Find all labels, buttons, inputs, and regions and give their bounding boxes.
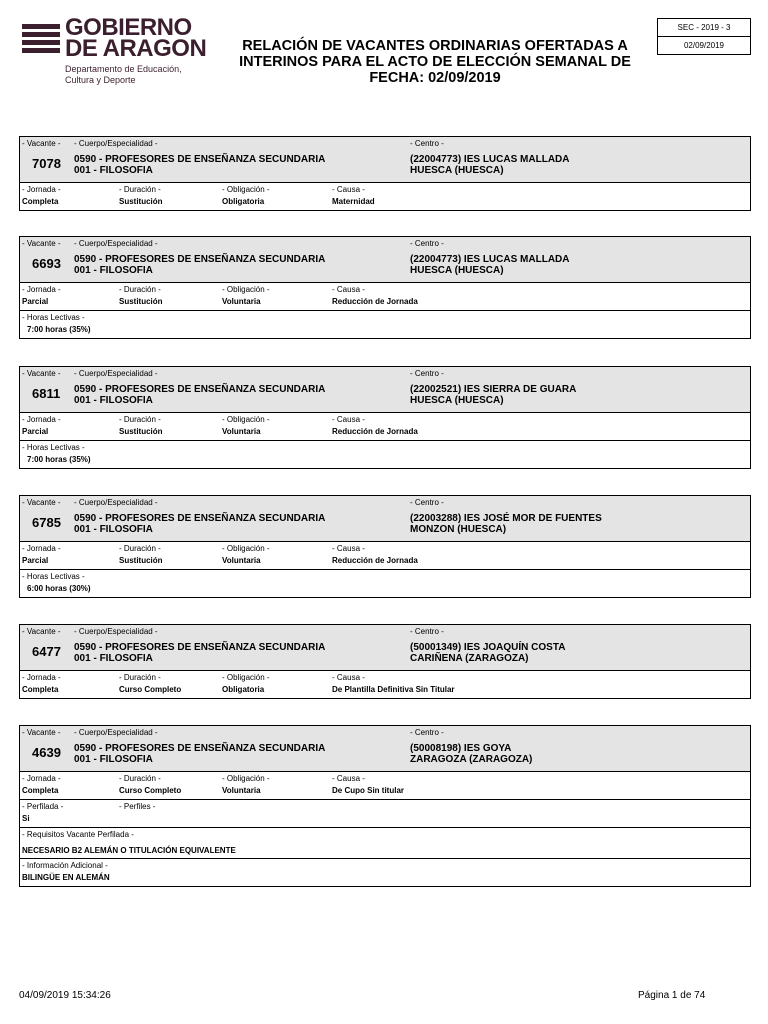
causa-label: - Causa - bbox=[332, 185, 365, 194]
centro-line: (22004773) IES LUCAS MALLADA bbox=[410, 154, 570, 165]
causa-label: - Causa - bbox=[332, 415, 365, 424]
centro-label: - Centro - bbox=[410, 498, 444, 507]
jornada-value: Completa bbox=[22, 685, 59, 694]
logo-sub-2: Cultura y Deporte bbox=[65, 75, 136, 85]
footer-page-number: Página 1 de 74 bbox=[638, 990, 706, 1001]
localidad-line: HUESCA (HUESCA) bbox=[410, 265, 504, 276]
cuerpo-label: - Cuerpo/Especialidad - bbox=[74, 728, 158, 737]
requisitos-value: NECESARIO B2 ALEMÁN O TITULACIÓN EQUIVALENTE bbox=[22, 846, 236, 855]
vacancy-header bbox=[20, 625, 750, 671]
especialidad-line: 001 - FILOSOFIA bbox=[74, 265, 153, 276]
logo-line-1: GOBIERNO bbox=[65, 14, 192, 41]
vacancy-number: 6785 bbox=[32, 515, 61, 530]
duracion-label: - Duración - bbox=[119, 673, 161, 682]
cuerpo-especialidad bbox=[74, 743, 325, 765]
vacancy-number: 6811 bbox=[32, 386, 61, 401]
obligacion-label: - Obligación - bbox=[222, 774, 270, 783]
cuerpo-line: 0590 - PROFESORES DE ENSEÑANZA SECUNDARIA bbox=[74, 642, 326, 653]
vacancy-card bbox=[19, 236, 751, 339]
jornada-label: - Jornada - bbox=[22, 415, 61, 424]
jornada-value: Completa bbox=[22, 786, 59, 795]
jornada-value: Parcial bbox=[22, 556, 49, 565]
info-row bbox=[20, 859, 750, 886]
horas-label: - Horas Lectivas - bbox=[22, 313, 85, 322]
vacancy-number: 7078 bbox=[32, 156, 61, 171]
vacancy-header bbox=[20, 496, 750, 542]
jornada-row bbox=[20, 283, 750, 311]
causa-value: De Plantilla Definitiva Sin Titular bbox=[332, 685, 455, 694]
cuerpo-label: - Cuerpo/Especialidad - bbox=[74, 627, 158, 636]
horas-value: 6:00 horas (30%) bbox=[27, 584, 91, 593]
vacancy-number: 4639 bbox=[32, 745, 61, 760]
causa-value: Reducción de Jornada bbox=[332, 297, 418, 306]
jornada-label: - Jornada - bbox=[22, 544, 61, 553]
localidad-line: ZARAGOZA (ZARAGOZA) bbox=[410, 754, 533, 765]
localidad-line: HUESCA (HUESCA) bbox=[410, 395, 504, 406]
obligacion-value: Voluntaria bbox=[222, 786, 261, 795]
requisitos-label: - Requisitos Vacante Perfilada - bbox=[22, 830, 134, 839]
obligacion-label: - Obligación - bbox=[222, 285, 270, 294]
document-code: SEC - 2019 - 3 bbox=[677, 23, 731, 32]
vacancy-header bbox=[20, 367, 750, 413]
cuerpo-especialidad bbox=[74, 384, 325, 406]
logo-subtitle bbox=[65, 64, 182, 86]
vacancy-card bbox=[19, 366, 751, 469]
footer-timestamp: 04/09/2019 15:34:26 bbox=[19, 990, 111, 1001]
obligacion-label: - Obligación - bbox=[222, 673, 270, 682]
vacante-label: - Vacante - bbox=[22, 139, 61, 148]
duracion-label: - Duración - bbox=[119, 185, 161, 194]
causa-label: - Causa - bbox=[332, 544, 365, 553]
vacancy-card bbox=[19, 136, 751, 211]
vacante-label: - Vacante - bbox=[22, 627, 61, 636]
vacancy-card bbox=[19, 725, 751, 887]
especialidad-line: 001 - FILOSOFIA bbox=[74, 165, 153, 176]
jornada-label: - Jornada - bbox=[22, 673, 61, 682]
jornada-value: Parcial bbox=[22, 297, 49, 306]
duracion-label: - Duración - bbox=[119, 285, 161, 294]
jornada-row bbox=[20, 183, 750, 210]
causa-value: De Cupo Sin titular bbox=[332, 786, 404, 795]
duracion-label: - Duración - bbox=[119, 544, 161, 553]
obligacion-value: Voluntaria bbox=[222, 297, 261, 306]
perfiles-label: - Perfiles - bbox=[119, 802, 156, 811]
duracion-value: Sustitución bbox=[119, 297, 163, 306]
jornada-value: Completa bbox=[22, 197, 59, 206]
centro-label: - Centro - bbox=[410, 627, 444, 636]
centro-name bbox=[410, 743, 532, 765]
obligacion-value: Obligatoria bbox=[222, 685, 265, 694]
vacancy-number: 6477 bbox=[32, 644, 61, 659]
obligacion-value: Voluntaria bbox=[222, 427, 261, 436]
cuerpo-label: - Cuerpo/Especialidad - bbox=[74, 139, 158, 148]
cuerpo-line: 0590 - PROFESORES DE ENSEÑANZA SECUNDARIA bbox=[74, 254, 326, 265]
causa-label: - Causa - bbox=[332, 774, 365, 783]
jornada-label: - Jornada - bbox=[22, 774, 61, 783]
especialidad-line: 001 - FILOSOFIA bbox=[74, 395, 153, 406]
perfilada-row bbox=[20, 800, 750, 828]
info-value: BILINGÜE EN ALEMÁN bbox=[22, 873, 110, 882]
centro-line: (50008198) IES GOYA bbox=[410, 743, 512, 754]
causa-value: Reducción de Jornada bbox=[332, 556, 418, 565]
causa-label: - Causa - bbox=[332, 673, 365, 682]
especialidad-line: 001 - FILOSOFIA bbox=[74, 653, 153, 664]
centro-name bbox=[410, 254, 569, 276]
jornada-row bbox=[20, 413, 750, 441]
document-date: 02/09/2019 bbox=[658, 36, 750, 54]
vacante-label: - Vacante - bbox=[22, 498, 61, 507]
horas-row bbox=[20, 441, 750, 468]
jornada-row bbox=[20, 542, 750, 570]
centro-name bbox=[410, 642, 565, 664]
obligacion-value: Obligatoria bbox=[222, 197, 265, 206]
horas-label: - Horas Lectivas - bbox=[22, 572, 85, 581]
cuerpo-label: - Cuerpo/Especialidad - bbox=[74, 498, 158, 507]
cuerpo-especialidad bbox=[74, 254, 325, 276]
jornada-value: Parcial bbox=[22, 427, 49, 436]
obligacion-label: - Obligación - bbox=[222, 185, 270, 194]
jornada-row bbox=[20, 671, 750, 698]
cuerpo-line: 0590 - PROFESORES DE ENSEÑANZA SECUNDARIA bbox=[74, 154, 326, 165]
duracion-value: Curso Completo bbox=[119, 786, 182, 795]
duracion-label: - Duración - bbox=[119, 415, 161, 424]
centro-label: - Centro - bbox=[410, 369, 444, 378]
horas-value: 7:00 horas (35%) bbox=[27, 455, 91, 464]
aragon-logo-icon bbox=[20, 18, 62, 60]
cuerpo-label: - Cuerpo/Especialidad - bbox=[74, 369, 158, 378]
vacancy-card bbox=[19, 495, 751, 598]
duracion-value: Curso Completo bbox=[119, 685, 182, 694]
cuerpo-line: 0590 - PROFESORES DE ENSEÑANZA SECUNDARIA bbox=[74, 743, 326, 754]
horas-row bbox=[20, 570, 750, 597]
requisitos-row bbox=[20, 828, 750, 859]
jornada-label: - Jornada - bbox=[22, 185, 61, 194]
vacante-label: - Vacante - bbox=[22, 239, 61, 248]
localidad-line: CARIÑENA (ZARAGOZA) bbox=[410, 653, 529, 664]
causa-label: - Causa - bbox=[332, 285, 365, 294]
cuerpo-especialidad bbox=[74, 154, 325, 176]
vacancy-header bbox=[20, 237, 750, 283]
info-label: - Información Adicional - bbox=[22, 861, 108, 870]
vacante-label: - Vacante - bbox=[22, 728, 61, 737]
perfilada-value: Si bbox=[22, 814, 30, 823]
obligacion-label: - Obligación - bbox=[222, 415, 270, 424]
localidad-line: HUESCA (HUESCA) bbox=[410, 165, 504, 176]
centro-name bbox=[410, 154, 569, 176]
page-title: RELACIÓN DE VACANTES ORDINARIAS OFERTADAS A INTERINOS PARA EL ACTO DE ELECCIÓN SEMANAL DE FECHA: 02/09/2019 bbox=[239, 38, 631, 86]
duracion-value: Sustitución bbox=[119, 197, 163, 206]
vacancy-header bbox=[20, 726, 750, 772]
vacancy-card bbox=[19, 624, 751, 699]
centro-line: (50001349) IES JOAQUÍN COSTA bbox=[410, 642, 566, 653]
vacancy-header bbox=[20, 137, 750, 183]
centro-label: - Centro - bbox=[410, 728, 444, 737]
cuerpo-line: 0590 - PROFESORES DE ENSEÑANZA SECUNDARIA bbox=[74, 384, 326, 395]
jornada-row bbox=[20, 772, 750, 800]
vacancy-number: 6693 bbox=[32, 256, 61, 271]
jornada-label: - Jornada - bbox=[22, 285, 61, 294]
horas-row bbox=[20, 311, 750, 338]
logo-sub-1: Departamento de Educación, bbox=[65, 64, 182, 74]
obligacion-label: - Obligación - bbox=[222, 544, 270, 553]
logo-line-2: DE ARAGON bbox=[65, 35, 207, 62]
causa-value: Maternidad bbox=[332, 197, 375, 206]
localidad-line: MONZON (HUESCA) bbox=[410, 524, 507, 535]
centro-label: - Centro - bbox=[410, 239, 444, 248]
especialidad-line: 001 - FILOSOFIA bbox=[74, 524, 153, 535]
document-code-box bbox=[657, 18, 751, 55]
centro-name bbox=[410, 384, 576, 406]
duracion-value: Sustitución bbox=[119, 427, 163, 436]
cuerpo-line: 0590 - PROFESORES DE ENSEÑANZA SECUNDARIA bbox=[74, 513, 326, 524]
vacante-label: - Vacante - bbox=[22, 369, 61, 378]
cuerpo-especialidad bbox=[74, 642, 325, 664]
duracion-label: - Duración - bbox=[119, 774, 161, 783]
gobierno-aragon-logo bbox=[20, 16, 212, 88]
especialidad-line: 001 - FILOSOFIA bbox=[74, 754, 153, 765]
centro-line: (22002521) IES SIERRA DE GUARA bbox=[410, 384, 577, 395]
horas-value: 7:00 horas (35%) bbox=[27, 325, 91, 334]
obligacion-value: Voluntaria bbox=[222, 556, 261, 565]
causa-value: Reducción de Jornada bbox=[332, 427, 418, 436]
centro-line: (22003288) IES JOSÉ MOR DE FUENTES bbox=[410, 513, 602, 524]
duracion-value: Sustitución bbox=[119, 556, 163, 565]
centro-name bbox=[410, 513, 602, 535]
horas-label: - Horas Lectivas - bbox=[22, 443, 85, 452]
centro-line: (22004773) IES LUCAS MALLADA bbox=[410, 254, 570, 265]
cuerpo-label: - Cuerpo/Especialidad - bbox=[74, 239, 158, 248]
centro-label: - Centro - bbox=[410, 139, 444, 148]
cuerpo-especialidad bbox=[74, 513, 325, 535]
perfilada-label: - Perfilada - bbox=[22, 802, 64, 811]
